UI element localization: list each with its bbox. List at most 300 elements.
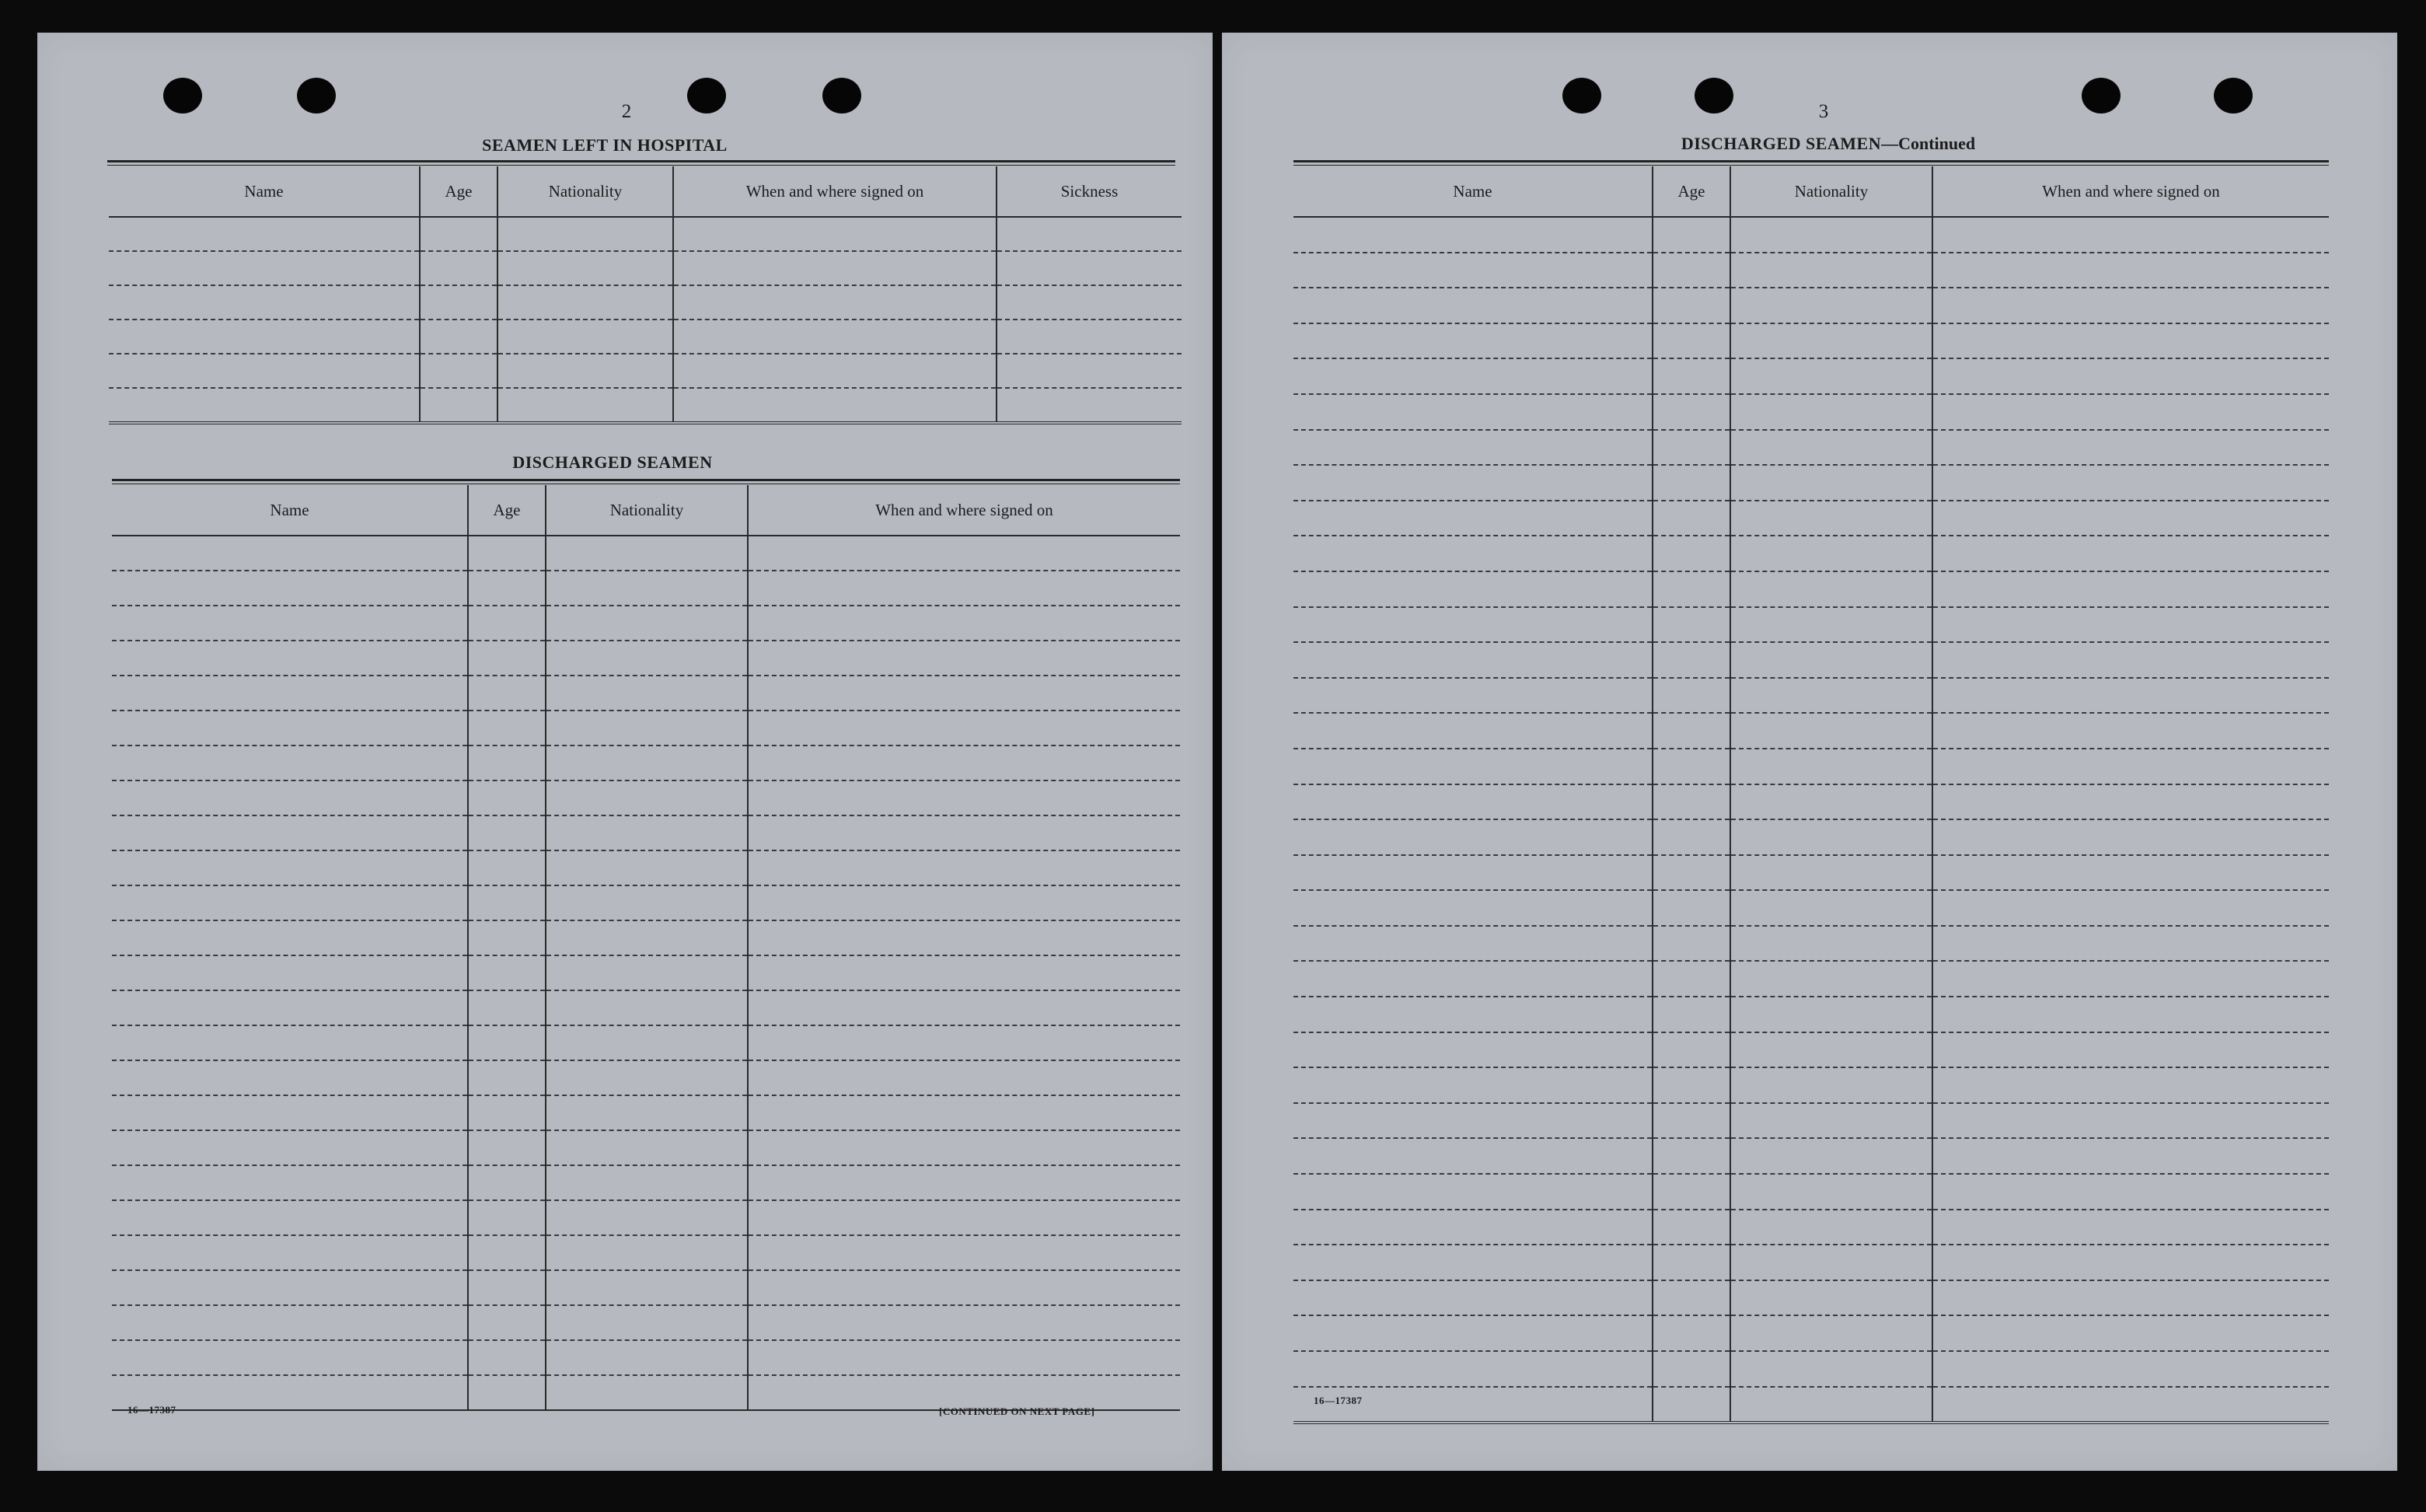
blank-entry-cell[interactable]: [1653, 784, 1730, 820]
blank-entry-cell[interactable]: [1932, 430, 2329, 466]
blank-entry-cell[interactable]: [748, 920, 1180, 955]
blank-entry-cell[interactable]: [1653, 1210, 1730, 1245]
blank-entry-cell[interactable]: [1730, 1351, 1932, 1387]
table-row: [109, 285, 1182, 320]
blank-entry-cell[interactable]: [1653, 713, 1730, 749]
blank-entry-cell[interactable]: [1653, 819, 1730, 855]
blank-entry-cell[interactable]: [1653, 749, 1730, 784]
blank-entry-cell[interactable]: [1293, 394, 1653, 430]
blank-entry-cell[interactable]: [1932, 288, 2329, 323]
blank-entry-cell[interactable]: [1932, 819, 2329, 855]
blank-entry-cell[interactable]: [1653, 288, 1730, 323]
table-row: [1293, 1067, 2329, 1103]
blank-entry-cell[interactable]: [748, 1060, 1180, 1095]
blank-entry-cell[interactable]: [112, 885, 468, 920]
blank-entry-cell[interactable]: [546, 746, 748, 780]
blank-entry-cell[interactable]: [112, 641, 468, 676]
blank-entry-cell[interactable]: [1730, 997, 1932, 1032]
blank-entry-cell[interactable]: [468, 536, 546, 571]
blank-entry-cell[interactable]: [112, 850, 468, 885]
blank-entry-cell[interactable]: [1730, 784, 1932, 820]
blank-entry-cell[interactable]: [468, 1165, 546, 1200]
blank-entry-cell[interactable]: [546, 571, 748, 606]
table-row: [112, 1025, 1180, 1060]
blank-entry-cell[interactable]: [1653, 1174, 1730, 1210]
blank-entry-cell[interactable]: [997, 217, 1182, 251]
table-row: [112, 815, 1180, 850]
blank-entry-cell[interactable]: [1932, 571, 2329, 607]
blank-entry-cell[interactable]: [420, 320, 497, 354]
blank-entry-cell[interactable]: [1730, 1138, 1932, 1174]
blank-entry-cell[interactable]: [1730, 642, 1932, 678]
blank-entry-cell[interactable]: [109, 217, 420, 251]
blank-entry-cell[interactable]: [468, 1060, 546, 1095]
blank-entry-cell[interactable]: [1653, 1280, 1730, 1316]
blank-entry-cell[interactable]: [546, 1200, 748, 1235]
blank-entry-cell[interactable]: [1932, 926, 2329, 962]
blank-entry-cell[interactable]: [1932, 784, 2329, 820]
blank-entry-cell[interactable]: [546, 536, 748, 571]
blank-entry-cell[interactable]: [748, 1270, 1180, 1305]
blank-entry-cell[interactable]: [546, 676, 748, 711]
blank-entry-cell[interactable]: [1293, 784, 1653, 820]
blank-entry-cell[interactable]: [1653, 358, 1730, 394]
blank-entry-cell[interactable]: [109, 251, 420, 285]
print-code: 16—17387: [1314, 1395, 1363, 1406]
blank-entry-cell[interactable]: [1293, 1067, 1653, 1103]
blank-entry-cell[interactable]: [1730, 1174, 1932, 1210]
table-row: [1293, 819, 2329, 855]
blank-entry-cell[interactable]: [1653, 678, 1730, 714]
blank-entry-cell[interactable]: [1293, 430, 1653, 466]
blank-entry-cell[interactable]: [1653, 1315, 1730, 1351]
blank-entry-cell[interactable]: [748, 1200, 1180, 1235]
column-header-signed-on: When and where signed on: [673, 166, 997, 217]
blank-entry-cell[interactable]: [546, 990, 748, 1025]
blank-entry-cell[interactable]: [1293, 217, 1653, 253]
blank-entry-cell[interactable]: [497, 285, 673, 320]
blank-entry-cell[interactable]: [420, 354, 497, 388]
blank-entry-cell[interactable]: [1932, 217, 2329, 253]
blank-entry-cell[interactable]: [1730, 323, 1932, 359]
blank-entry-cell[interactable]: [1293, 1103, 1653, 1139]
blank-entry-cell[interactable]: [497, 217, 673, 251]
blank-entry-cell[interactable]: [1653, 642, 1730, 678]
blank-entry-cell[interactable]: [468, 1340, 546, 1375]
blank-entry-cell[interactable]: [748, 955, 1180, 990]
blank-entry-cell[interactable]: [1932, 678, 2329, 714]
blank-entry-cell[interactable]: [1653, 997, 1730, 1032]
blank-entry-cell[interactable]: [1932, 358, 2329, 394]
blank-entry-cell[interactable]: [420, 285, 497, 320]
blank-entry-cell[interactable]: [1932, 607, 2329, 643]
blank-entry-cell[interactable]: [1730, 1280, 1932, 1316]
blank-entry-cell[interactable]: [468, 1235, 546, 1270]
blank-entry-cell[interactable]: [748, 1235, 1180, 1270]
blank-entry-cell[interactable]: [1293, 997, 1653, 1032]
blank-entry-cell[interactable]: [748, 536, 1180, 571]
blank-entry-cell[interactable]: [1730, 217, 1932, 253]
blank-entry-cell[interactable]: [1932, 1315, 2329, 1351]
table-row: [109, 251, 1182, 285]
blank-entry-cell[interactable]: [420, 217, 497, 251]
blank-entry-cell[interactable]: [1293, 678, 1653, 714]
blank-entry-cell[interactable]: [1730, 890, 1932, 926]
blank-entry-cell[interactable]: [1730, 358, 1932, 394]
blank-entry-cell[interactable]: [1730, 253, 1932, 288]
blank-entry-cell[interactable]: [673, 320, 997, 354]
blank-entry-cell[interactable]: [1730, 465, 1932, 501]
blank-entry-cell[interactable]: [1730, 1032, 1932, 1068]
blank-entry-cell[interactable]: [112, 1305, 468, 1340]
punch-hole-icon: [2082, 78, 2121, 113]
blank-entry-cell[interactable]: [112, 711, 468, 746]
blank-entry-cell[interactable]: [546, 1165, 748, 1200]
blank-entry-cell[interactable]: [1932, 1210, 2329, 1245]
blank-entry-cell[interactable]: [997, 285, 1182, 320]
blank-entry-cell[interactable]: [468, 1025, 546, 1060]
blank-entry-cell[interactable]: [1653, 926, 1730, 962]
blank-entry-cell[interactable]: [420, 388, 497, 423]
blank-entry-cell[interactable]: [673, 285, 997, 320]
blank-entry-cell[interactable]: [748, 606, 1180, 641]
blank-entry-cell[interactable]: [748, 780, 1180, 815]
blank-entry-cell[interactable]: [468, 850, 546, 885]
blank-entry-cell[interactable]: [1293, 288, 1653, 323]
blank-entry-cell[interactable]: [1293, 253, 1653, 288]
blank-entry-cell[interactable]: [468, 1375, 546, 1410]
blank-entry-cell[interactable]: [468, 955, 546, 990]
blank-entry-cell[interactable]: [1293, 1245, 1653, 1280]
blank-entry-cell[interactable]: [1730, 855, 1932, 891]
blank-entry-cell[interactable]: [468, 746, 546, 780]
blank-entry-cell[interactable]: [112, 1095, 468, 1130]
blank-entry-cell[interactable]: [112, 1025, 468, 1060]
blank-entry-cell[interactable]: [748, 1025, 1180, 1060]
blank-entry-cell[interactable]: [1730, 394, 1932, 430]
blank-entry-cell[interactable]: [748, 571, 1180, 606]
blank-entry-cell[interactable]: [497, 320, 673, 354]
blank-entry-cell[interactable]: [1653, 1351, 1730, 1387]
table-row: [1293, 642, 2329, 678]
blank-entry-cell[interactable]: [109, 354, 420, 388]
blank-entry-cell[interactable]: [1932, 1032, 2329, 1068]
blank-entry-cell[interactable]: [468, 885, 546, 920]
blank-entry-cell[interactable]: [112, 1060, 468, 1095]
table-row: [112, 1130, 1180, 1165]
blank-entry-cell[interactable]: [468, 1130, 546, 1165]
blank-entry-cell[interactable]: [468, 571, 546, 606]
blank-entry-cell[interactable]: [1730, 819, 1932, 855]
blank-entry-cell[interactable]: [112, 1165, 468, 1200]
blank-entry-cell[interactable]: [1730, 571, 1932, 607]
blank-entry-cell[interactable]: [673, 217, 997, 251]
blank-entry-cell[interactable]: [112, 990, 468, 1025]
blank-entry-cell[interactable]: [112, 1235, 468, 1270]
blank-entry-cell[interactable]: [1730, 1067, 1932, 1103]
blank-entry-cell[interactable]: [1730, 288, 1932, 323]
blank-entry-cell[interactable]: [112, 1200, 468, 1235]
blank-entry-cell[interactable]: [468, 1270, 546, 1305]
blank-entry-cell[interactable]: [748, 990, 1180, 1025]
blank-entry-cell[interactable]: [468, 920, 546, 955]
blank-entry-cell[interactable]: [748, 815, 1180, 850]
table-row: [112, 850, 1180, 885]
blank-entry-cell[interactable]: [1932, 1067, 2329, 1103]
blank-entry-cell[interactable]: [673, 354, 997, 388]
blank-entry-cell[interactable]: [546, 606, 748, 641]
table-row: [1293, 323, 2329, 359]
blank-entry-cell[interactable]: [1932, 501, 2329, 536]
blank-entry-cell[interactable]: [1653, 890, 1730, 926]
blank-entry-cell[interactable]: [1932, 1103, 2329, 1139]
blank-entry-cell[interactable]: [748, 1305, 1180, 1340]
blank-entry-cell[interactable]: [1653, 465, 1730, 501]
blank-entry-cell[interactable]: [748, 1130, 1180, 1165]
blank-entry-cell[interactable]: [1932, 1351, 2329, 1387]
blank-entry-cell[interactable]: [546, 815, 748, 850]
blank-entry-cell[interactable]: [1293, 855, 1653, 891]
table-row: [1293, 997, 2329, 1032]
blank-entry-cell[interactable]: [1293, 501, 1653, 536]
blank-entry-cell[interactable]: [112, 746, 468, 780]
blank-entry-cell[interactable]: [468, 1200, 546, 1235]
blank-entry-cell[interactable]: [497, 251, 673, 285]
blank-entry-cell[interactable]: [546, 1025, 748, 1060]
table-row: [112, 955, 1180, 990]
blank-entry-cell[interactable]: [1653, 855, 1730, 891]
blank-entry-cell[interactable]: [748, 641, 1180, 676]
blank-entry-cell[interactable]: [1653, 571, 1730, 607]
blank-entry-cell[interactable]: [1293, 465, 1653, 501]
blank-entry-cell[interactable]: [1932, 1245, 2329, 1280]
blank-entry-cell[interactable]: [468, 815, 546, 850]
blank-entry-cell[interactable]: [1730, 1387, 1932, 1423]
blank-entry-cell[interactable]: [1293, 1174, 1653, 1210]
blank-entry-cell[interactable]: [1653, 1103, 1730, 1139]
table-row: [1293, 501, 2329, 536]
blank-entry-cell[interactable]: [748, 1340, 1180, 1375]
blank-entry-cell[interactable]: [1653, 1032, 1730, 1068]
blank-entry-cell[interactable]: [1293, 1032, 1653, 1068]
blank-entry-cell[interactable]: [112, 920, 468, 955]
blank-entry-cell[interactable]: [1730, 607, 1932, 643]
blank-entry-cell[interactable]: [1932, 1138, 2329, 1174]
blank-entry-cell[interactable]: [112, 606, 468, 641]
blank-entry-cell[interactable]: [748, 885, 1180, 920]
blank-entry-cell[interactable]: [673, 388, 997, 423]
column-header-signed-on: When and where signed on: [748, 485, 1180, 536]
blank-entry-cell[interactable]: [1293, 926, 1653, 962]
column-header-signed-on: When and where signed on: [1932, 166, 2329, 217]
blank-entry-cell[interactable]: [1730, 749, 1932, 784]
blank-entry-cell[interactable]: [112, 955, 468, 990]
blank-entry-cell[interactable]: [546, 1340, 748, 1375]
blank-entry-cell[interactable]: [1293, 749, 1653, 784]
table-row: [112, 990, 1180, 1025]
blank-entry-cell[interactable]: [468, 780, 546, 815]
blank-entry-cell[interactable]: [1932, 536, 2329, 571]
blank-entry-cell[interactable]: [1653, 430, 1730, 466]
blank-entry-cell[interactable]: [1932, 1387, 2329, 1423]
blank-entry-cell[interactable]: [1932, 1174, 2329, 1210]
column-header-age: Age: [468, 485, 546, 536]
blank-entry-cell[interactable]: [748, 711, 1180, 746]
blank-entry-cell[interactable]: [1932, 642, 2329, 678]
blank-entry-cell[interactable]: [997, 251, 1182, 285]
blank-entry-cell[interactable]: [1653, 501, 1730, 536]
page-number: 2: [621, 101, 632, 122]
table-row: [1293, 1387, 2329, 1423]
discharged-section-rule: [112, 479, 1180, 484]
blank-entry-cell[interactable]: [112, 780, 468, 815]
blank-entry-cell[interactable]: [1932, 855, 2329, 891]
blank-entry-cell[interactable]: [468, 641, 546, 676]
blank-entry-cell[interactable]: [109, 320, 420, 354]
blank-entry-cell[interactable]: [1730, 501, 1932, 536]
column-header-age: Age: [1653, 166, 1730, 217]
blank-entry-cell[interactable]: [1730, 1245, 1932, 1280]
blank-entry-cell[interactable]: [1653, 961, 1730, 997]
blank-entry-cell[interactable]: [1653, 323, 1730, 359]
blank-entry-cell[interactable]: [1293, 713, 1653, 749]
blank-entry-cell[interactable]: [546, 1095, 748, 1130]
blank-entry-cell[interactable]: [1653, 1067, 1730, 1103]
blank-entry-cell[interactable]: [546, 641, 748, 676]
blank-entry-cell[interactable]: [546, 780, 748, 815]
blank-entry-cell[interactable]: [112, 1270, 468, 1305]
column-header-name: Name: [1293, 166, 1653, 217]
column-header-age: Age: [420, 166, 497, 217]
blank-entry-cell[interactable]: [1730, 1210, 1932, 1245]
blank-entry-cell[interactable]: [497, 354, 673, 388]
blank-entry-cell[interactable]: [997, 354, 1182, 388]
blank-entry-cell[interactable]: [1653, 394, 1730, 430]
blank-entry-cell[interactable]: [1293, 1280, 1653, 1316]
blank-entry-cell[interactable]: [546, 1270, 748, 1305]
blank-entry-cell[interactable]: [1932, 465, 2329, 501]
blank-entry-cell[interactable]: [468, 1305, 546, 1340]
blank-entry-cell[interactable]: [1730, 430, 1932, 466]
blank-entry-cell[interactable]: [112, 571, 468, 606]
blank-entry-cell[interactable]: [546, 1235, 748, 1270]
table-row: [112, 1270, 1180, 1305]
blank-entry-cell[interactable]: [109, 388, 420, 423]
blank-entry-cell[interactable]: [1653, 217, 1730, 253]
blank-entry-cell[interactable]: [1932, 749, 2329, 784]
blank-entry-cell[interactable]: [1932, 890, 2329, 926]
blank-entry-cell[interactable]: [468, 711, 546, 746]
blank-entry-cell[interactable]: [1293, 642, 1653, 678]
blank-entry-cell[interactable]: [1293, 607, 1653, 643]
blank-entry-cell[interactable]: [1653, 1387, 1730, 1423]
blank-entry-cell[interactable]: [546, 955, 748, 990]
blank-entry-cell[interactable]: [112, 1130, 468, 1165]
blank-entry-cell[interactable]: [112, 1340, 468, 1375]
table-row: [112, 920, 1180, 955]
blank-entry-cell[interactable]: [546, 850, 748, 885]
table-row: [112, 780, 1180, 815]
discharged-table-right-body: [1293, 217, 2329, 1423]
blank-entry-cell[interactable]: [1293, 358, 1653, 394]
blank-entry-cell[interactable]: [1730, 536, 1932, 571]
blank-entry-cell[interactable]: [1293, 536, 1653, 571]
blank-entry-cell[interactable]: [546, 1305, 748, 1340]
blank-entry-cell[interactable]: [748, 746, 1180, 780]
blank-entry-cell[interactable]: [468, 676, 546, 711]
blank-entry-cell[interactable]: [1932, 394, 2329, 430]
punch-hole-icon: [687, 78, 726, 113]
blank-entry-cell[interactable]: [1293, 961, 1653, 997]
blank-entry-cell[interactable]: [109, 285, 420, 320]
blank-entry-cell[interactable]: [1730, 926, 1932, 962]
blank-entry-cell[interactable]: [748, 1095, 1180, 1130]
blank-entry-cell[interactable]: [1293, 571, 1653, 607]
blank-entry-cell[interactable]: [1293, 323, 1653, 359]
blank-entry-cell[interactable]: [1653, 536, 1730, 571]
blank-entry-cell[interactable]: [1932, 323, 2329, 359]
blank-entry-cell[interactable]: [1730, 1315, 1932, 1351]
hospital-table-header: [109, 166, 1182, 217]
discharged-table-left-header: [112, 485, 1180, 536]
blank-entry-cell[interactable]: [1653, 253, 1730, 288]
blank-entry-cell[interactable]: [748, 1165, 1180, 1200]
blank-entry-cell[interactable]: [1293, 890, 1653, 926]
blank-entry-cell[interactable]: [1932, 961, 2329, 997]
blank-entry-cell[interactable]: [497, 388, 673, 423]
blank-entry-cell[interactable]: [673, 251, 997, 285]
blank-entry-cell[interactable]: [546, 920, 748, 955]
blank-entry-cell[interactable]: [1932, 253, 2329, 288]
blank-entry-cell[interactable]: [468, 1095, 546, 1130]
discharged-continued-rule: [1293, 160, 2329, 166]
blank-entry-cell[interactable]: [1653, 1138, 1730, 1174]
blank-entry-cell[interactable]: [468, 606, 546, 641]
table-row: [1293, 607, 2329, 643]
blank-entry-cell[interactable]: [1293, 1210, 1653, 1245]
blank-entry-cell[interactable]: [112, 536, 468, 571]
blank-entry-cell[interactable]: [748, 850, 1180, 885]
blank-entry-cell[interactable]: [546, 711, 748, 746]
blank-entry-cell[interactable]: [1293, 1351, 1653, 1387]
blank-entry-cell[interactable]: [546, 1130, 748, 1165]
blank-entry-cell[interactable]: [546, 885, 748, 920]
blank-entry-cell[interactable]: [546, 1060, 748, 1095]
blank-entry-cell[interactable]: [1932, 997, 2329, 1032]
blank-entry-cell[interactable]: [1730, 1103, 1932, 1139]
blank-entry-cell[interactable]: [997, 320, 1182, 354]
blank-entry-cell[interactable]: [112, 815, 468, 850]
blank-entry-cell[interactable]: [1293, 1315, 1653, 1351]
discharged-table-right-header: [1293, 166, 2329, 217]
table-row: [112, 711, 1180, 746]
blank-entry-cell[interactable]: [1730, 713, 1932, 749]
blank-entry-cell[interactable]: [1293, 1138, 1653, 1174]
blank-entry-cell[interactable]: [1653, 1245, 1730, 1280]
blank-entry-cell[interactable]: [748, 676, 1180, 711]
blank-entry-cell[interactable]: [1730, 678, 1932, 714]
blank-entry-cell[interactable]: [997, 388, 1182, 423]
blank-entry-cell[interactable]: [1653, 607, 1730, 643]
blank-entry-cell[interactable]: [468, 990, 546, 1025]
blank-entry-cell[interactable]: [420, 251, 497, 285]
blank-entry-cell[interactable]: [1932, 1280, 2329, 1316]
blank-entry-cell[interactable]: [1293, 819, 1653, 855]
blank-entry-cell[interactable]: [1730, 961, 1932, 997]
blank-entry-cell[interactable]: [1932, 713, 2329, 749]
blank-entry-cell[interactable]: [546, 1375, 748, 1410]
blank-entry-cell[interactable]: [112, 676, 468, 711]
